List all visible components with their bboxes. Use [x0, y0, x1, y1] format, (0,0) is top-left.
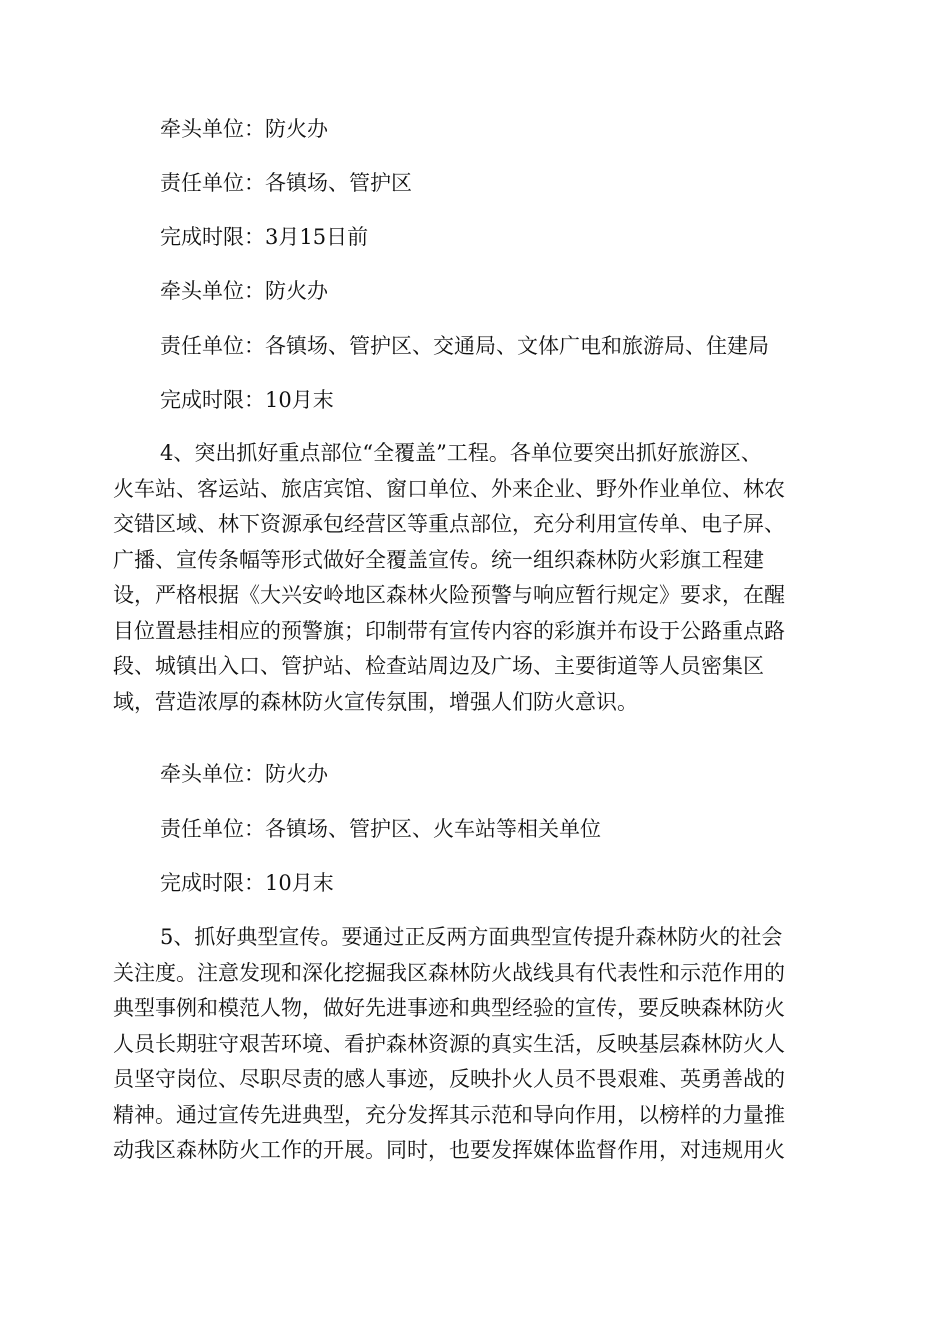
section4-line: 交错区域、林下资源承包经营区等重点部位，充分利用宣传单、电子屏、 [113, 512, 785, 536]
section5-line: 5、抓好典型宣传。要通过正反两方面典型宣传提升森林防火的社会 [160, 925, 783, 949]
section5-paragraph [113, 920, 833, 1169]
section5-line: 典型事例和模范人物，做好先进事迹和典型经验的宣传，要反映森林防火 [113, 996, 785, 1020]
section5-line: 员坚守岗位、尽职尽责的感人事迹，反映扑火人员不畏艰难、英勇善战的 [113, 1067, 785, 1091]
block3-deadline: 完成时限：10月末 [160, 871, 334, 895]
block2-deadline: 完成时限：10月末 [160, 388, 334, 412]
section4-paragraph [113, 436, 833, 720]
section4-line: 域，营造浓厚的森林防火宣传氛围，增强人们防火意识。 [113, 689, 638, 714]
section4-line: 目位置悬挂相应的预警旗；印制带有宣传内容的彩旗并布设于公路重点路 [113, 618, 785, 643]
section5-line: 人员长期驻守艰苦环境、看护森林资源的真实生活，反映基层森林防火人 [113, 1031, 785, 1056]
section5-line: 动我区森林防火工作的开展。同时，也要发挥媒体监督作用，对违规用火 [113, 1138, 785, 1162]
section4-line: 广播、宣传条幅等形式做好全覆盖宣传。统一组织森林防火彩旗工程建 [113, 547, 764, 572]
section5-line: 关注度。注意发现和深化挖掘我区森林防火战线具有代表性和示范作用的 [113, 960, 785, 985]
block2-responsible-unit: 责任单位：各镇场、管护区、交通局、文体广电和旅游局、住建局 [160, 334, 769, 358]
block1-lead-unit: 牵头单位：防火办 [160, 117, 328, 141]
block3-lead-unit: 牵头单位：防火办 [160, 762, 328, 786]
section4-line: 火车站、客运站、旅店宾馆、窗口单位、外来企业、野外作业单位、林农 [113, 476, 785, 501]
block1-responsible-unit: 责任单位：各镇场、管护区 [160, 171, 412, 195]
block1-deadline: 完成时限：3月15日前 [160, 225, 369, 249]
block3-responsible-unit: 责任单位：各镇场、管护区、火车站等相关单位 [160, 817, 601, 841]
section4-line: 设，严格根据《大兴安岭地区森林火险预警与响应暂行规定》要求，在醒 [113, 583, 785, 607]
section4-line: 段、城镇出入口、管护站、检查站周边及广场、主要街道等人员密集区 [113, 654, 764, 678]
block2-lead-unit: 牵头单位：防火办 [160, 279, 328, 303]
section4-line: 4、突出抓好重点部位“全覆盖”工程。各单位要突出抓好旅游区、 [160, 441, 762, 465]
section5-line: 精神。通过宣传先进典型，充分发挥其示范和导向作用，以榜样的力量推 [113, 1102, 785, 1127]
